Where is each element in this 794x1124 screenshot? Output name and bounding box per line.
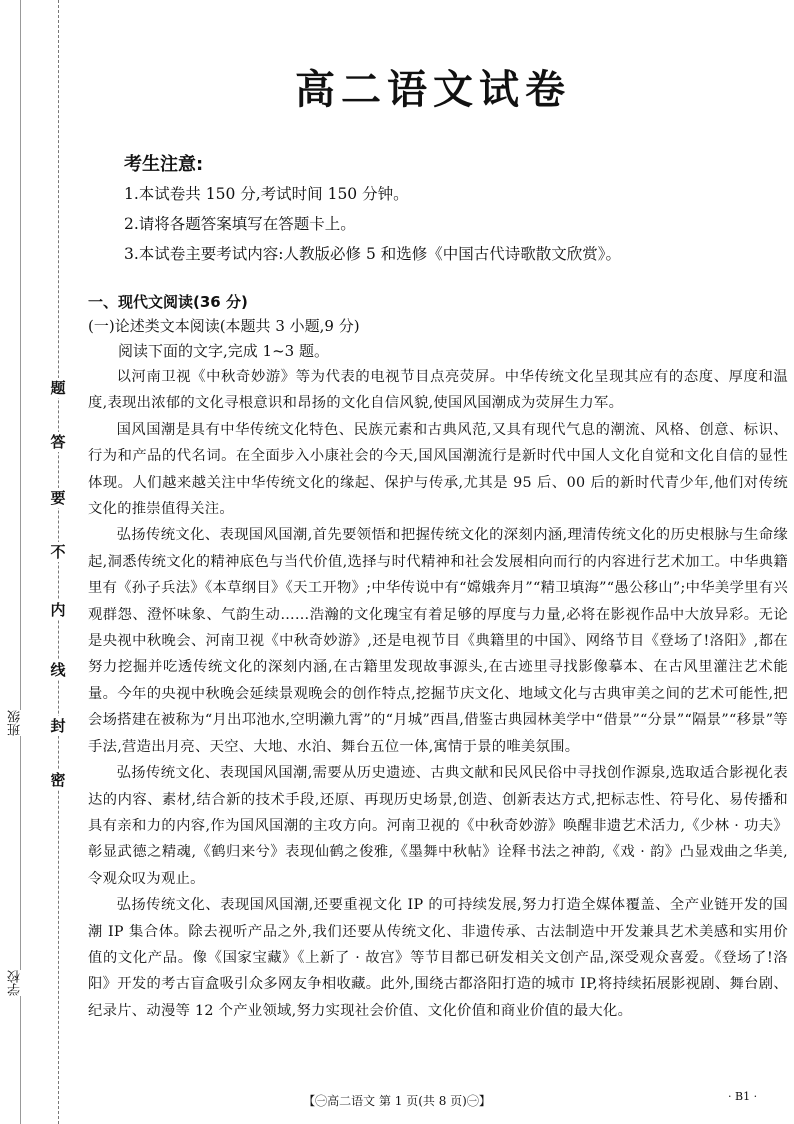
- seal-char: 封: [48, 716, 68, 736]
- binding-margin: [0, 0, 78, 1124]
- subsection-heading: (一)论述类文本阅读(本题共 3 小题,9 分): [88, 317, 360, 335]
- passage-paragraph: 弘扬传统文化、表现国风国潮,还要重视文化 IP 的可持续发展,努力打造全媒体覆盖、全产业链开发的国潮 IP 集合体。除去视听产品之外,我们还要从传统文化、非遗传承、古法制造中开发兼具艺术美感和实用价值的文化产品。像《国家宝藏》《上新了 · 故宫》等节目都已研发相关文创产品,深受观众喜爱。《登场了!洛阳》开发的考古盲盒吸引众多网友争相收藏。此外,围绕古都洛阳打造的城市 IP,将持续拓展影视剧、舞台剧、纪录片、动漫等 12 个产业领域,努力实现社会价值、文化价值和商业价值的最大化。: [88, 897, 788, 1019]
- passage-paragraph: 国风国潮是具有中华传统文化特色、民族元素和古典风范,又具有现代气息的潮流、风格、创意、标识、行为和产品的代名词。在全面步入小康社会的今天,国风国潮流行是新时代中国人文化自觉和文化自信的显性体现。人们越来越关注中华传统文化的缘起、保护与传承,尤其是 95 后、00 后的新时代青少年,他们对传统文化的推崇值得关注。: [88, 421, 788, 518]
- footer-mark: · B1 ·: [728, 1090, 758, 1103]
- section-heading: 一、现代文阅读(36 分): [88, 293, 248, 311]
- reading-section: [88, 290, 788, 1024]
- seal-char: 题: [48, 378, 68, 398]
- passage-paragraph: 以河南卫视《中秋奇妙游》等为代表的电视节目点亮荧屏。中华传统文化呈现其应有的态度、厚度和温度,表现出浓郁的文化寻根意识和昂扬的文化自信风貌,使国风国潮成为荧屏生力军。: [88, 369, 788, 412]
- page-title: 高二语文试卷: [295, 67, 571, 113]
- class-label: 班级: [8, 710, 23, 736]
- seal-char: 不: [48, 542, 68, 562]
- page-footer: 【㊀高二语文 第 1 页(共 8 页)㊀】: [303, 1094, 491, 1108]
- margin-line: [20, 0, 21, 1124]
- reading-instruction: 阅读下面的文字,完成 1~3 题。: [118, 342, 329, 360]
- passage-paragraph: 弘扬传统文化、表现国风国潮,需要从历史遗迹、古典文献和民风民俗中寻找创作源泉,选取适合影视化表达的内容、素材,结合新的技术手段,还原、再现历史场景,创造、创新表达方式,把标志性、符号化、易传播和具有亲和力的内容,作为国风国潮的主攻方向。河南卫视的《中秋奇妙游》唤醒非遗艺术活力,《少林 · 功夫》彰显武德之精魂,《鹤归来兮》表现仙鹤之俊雅,《墨舞中秋帖》诠释书法之神韵,《戏 · 韵》凸显戏曲之华美,令观众叹为观止。: [88, 765, 788, 887]
- seal-char: 答: [48, 432, 68, 452]
- school-label: 学校: [8, 970, 23, 996]
- notice-item: 3.本试卷主要考试内容:人教版必修 5 和选修《中国古代诗歌散文欣赏》。: [124, 245, 621, 263]
- passage-paragraph: 弘扬传统文化、表现国风国潮,首先要领悟和把握传统文化的深刻内涵,理清传统文化的历史根脉与生命缘起,洞悉传统文化的精神底色与当代价值,选择与时代精神和社会发展相向而行的内容进行艺术加工。中华典籍里有《孙子兵法》《本草纲目》《天工开物》;中华传说中有“嫦娥奔月”“精卫填海”“愚公移山”;中华美学里有兴观群怨、澄怀味象、气韵生动……浩瀚的文化瑰宝有着足够的厚度与力量,必将在影视作品中大放异彩。无论是央视中秋晚会、河南卫视《中秋奇妙游》,还是电视节目《典籍里的中国》、网络节目《登场了!洛阳》,都在努力挖掘并吃透传统文化的深刻内涵,在古籍里发现故事源头,在古迹里寻找影像摹本、在古风里灌注艺术能量。今年的央视中秋晚会延续景观晚会的创作特点,挖掘节庆文化、地域文化与古典审美之间的艺术可能性,把会场搭建在被称为“月出邛池水,空明濑九霄”的“月城”西昌,借鉴古典园林美学中“借景”“分景”“隔景”“移景”等手法,营造出月亮、天空、大地、水泊、舞台五位一体,寓情于景的唯美氛围。: [88, 527, 788, 755]
- notice-heading: 考生注意:: [124, 154, 204, 175]
- seal-char: 要: [48, 488, 68, 508]
- exam-notice: [124, 150, 764, 266]
- seal-char: 密: [48, 770, 68, 790]
- seal-char: 内: [48, 600, 68, 620]
- notice-item: 1.本试卷共 150 分,考试时间 150 分钟。: [124, 185, 409, 203]
- notice-item: 2.请将各题答案填写在答题卡上。: [124, 215, 356, 233]
- seal-dashed-line: [58, 0, 59, 1124]
- seal-char: 线: [48, 660, 68, 680]
